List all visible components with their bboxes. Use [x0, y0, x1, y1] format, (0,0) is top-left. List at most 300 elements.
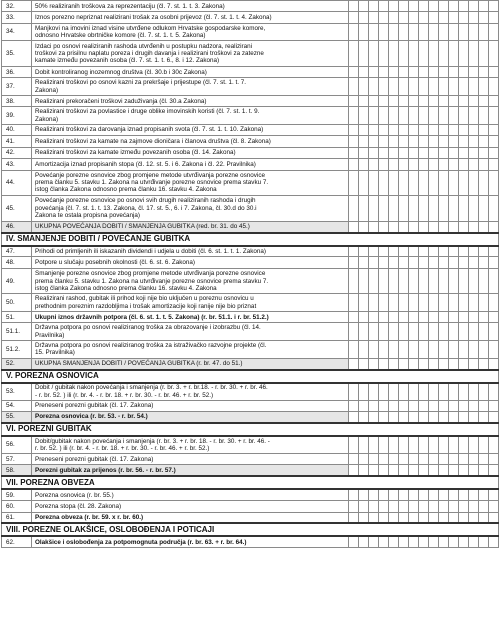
amount-digit-cell[interactable] — [369, 453, 379, 464]
amount-digit-cell[interactable] — [459, 170, 469, 196]
amount-digit-cell[interactable] — [479, 453, 489, 464]
amount-digit-cell[interactable] — [459, 41, 469, 67]
amount-digit-cell[interactable] — [459, 453, 469, 464]
amount-digit-cell[interactable] — [429, 312, 439, 323]
amount-digit-cell[interactable] — [419, 436, 429, 454]
amount-digit-cell[interactable] — [379, 323, 389, 341]
amount-digit-cell[interactable] — [419, 159, 429, 170]
amount-digit-cell[interactable] — [419, 107, 429, 125]
amount-digit-cell[interactable] — [469, 159, 479, 170]
amount-digit-cell[interactable] — [469, 257, 479, 268]
amount-digit-cell[interactable] — [399, 436, 409, 454]
amount-digit-cell[interactable] — [379, 124, 389, 135]
amount-digit-cell[interactable] — [489, 66, 499, 77]
amount-digit-cell[interactable] — [469, 221, 479, 232]
amount-digit-cell[interactable] — [439, 221, 449, 232]
amount-digit-cell[interactable] — [419, 383, 429, 401]
amount-digit-cell[interactable] — [459, 196, 469, 222]
amount-digit-cell[interactable] — [479, 268, 489, 294]
amount-digit-cell[interactable] — [459, 95, 469, 106]
amount-digit-cell[interactable] — [459, 489, 469, 500]
amount-digit-cell[interactable] — [379, 221, 389, 232]
amount-digit-cell[interactable] — [409, 268, 419, 294]
amount-digit-cell[interactable] — [439, 383, 449, 401]
amount-digit-cell[interactable] — [349, 268, 359, 294]
amount-digit-cell[interactable] — [349, 221, 359, 232]
amount-digit-cell[interactable] — [359, 147, 369, 158]
amount-digit-cell[interactable] — [359, 196, 369, 222]
amount-digit-cell[interactable] — [369, 124, 379, 135]
amount-digit-cell[interactable] — [489, 124, 499, 135]
amount-digit-cell[interactable] — [489, 489, 499, 500]
amount-digit-cell[interactable] — [459, 436, 469, 454]
amount-digit-cell[interactable] — [409, 536, 419, 547]
amount-digit-cell[interactable] — [449, 358, 459, 369]
amount-digit-cell[interactable] — [489, 41, 499, 67]
amount-digit-cell[interactable] — [459, 124, 469, 135]
amount-digit-cell[interactable] — [419, 136, 429, 147]
amount-digit-cell[interactable] — [359, 412, 369, 423]
amount-digit-cell[interactable] — [479, 107, 489, 125]
amount-digit-cell[interactable] — [439, 1, 449, 12]
amount-digit-cell[interactable] — [439, 107, 449, 125]
amount-digit-cell[interactable] — [489, 412, 499, 423]
amount-digit-cell[interactable] — [469, 489, 479, 500]
amount-digit-cell[interactable] — [429, 257, 439, 268]
amount-digit-cell[interactable] — [489, 323, 499, 341]
amount-digit-cell[interactable] — [379, 501, 389, 512]
amount-digit-cell[interactable] — [359, 341, 369, 359]
amount-digit-cell[interactable] — [449, 124, 459, 135]
amount-digit-cell[interactable] — [349, 412, 359, 423]
amount-digit-cell[interactable] — [459, 66, 469, 77]
amount-digit-cell[interactable] — [399, 294, 409, 312]
amount-digit-cell[interactable] — [379, 170, 389, 196]
amount-digit-cell[interactable] — [479, 341, 489, 359]
amount-digit-cell[interactable] — [409, 257, 419, 268]
amount-digit-cell[interactable] — [369, 246, 379, 257]
amount-digit-cell[interactable] — [359, 23, 369, 41]
amount-digit-cell[interactable] — [459, 78, 469, 96]
amount-digit-cell[interactable] — [389, 1, 399, 12]
amount-digit-cell[interactable] — [409, 312, 419, 323]
amount-digit-cell[interactable] — [469, 1, 479, 12]
amount-digit-cell[interactable] — [399, 512, 409, 523]
amount-digit-cell[interactable] — [419, 95, 429, 106]
amount-digit-cell[interactable] — [489, 12, 499, 23]
amount-digit-cell[interactable] — [419, 501, 429, 512]
amount-digit-cell[interactable] — [479, 383, 489, 401]
amount-digit-cell[interactable] — [489, 536, 499, 547]
amount-digit-cell[interactable] — [349, 257, 359, 268]
amount-digit-cell[interactable] — [459, 159, 469, 170]
amount-digit-cell[interactable] — [399, 312, 409, 323]
amount-digit-cell[interactable] — [469, 78, 479, 96]
amount-digit-cell[interactable] — [379, 294, 389, 312]
amount-digit-cell[interactable] — [479, 66, 489, 77]
amount-digit-cell[interactable] — [369, 512, 379, 523]
amount-digit-cell[interactable] — [419, 294, 429, 312]
amount-digit-cell[interactable] — [419, 489, 429, 500]
amount-digit-cell[interactable] — [469, 536, 479, 547]
amount-digit-cell[interactable] — [439, 268, 449, 294]
amount-digit-cell[interactable] — [399, 268, 409, 294]
amount-digit-cell[interactable] — [479, 12, 489, 23]
amount-digit-cell[interactable] — [359, 323, 369, 341]
amount-digit-cell[interactable] — [449, 95, 459, 106]
amount-digit-cell[interactable] — [349, 501, 359, 512]
amount-digit-cell[interactable] — [349, 358, 359, 369]
amount-digit-cell[interactable] — [469, 95, 479, 106]
amount-digit-cell[interactable] — [439, 412, 449, 423]
amount-digit-cell[interactable] — [379, 78, 389, 96]
amount-digit-cell[interactable] — [469, 312, 479, 323]
amount-digit-cell[interactable] — [359, 170, 369, 196]
amount-digit-cell[interactable] — [359, 489, 369, 500]
amount-digit-cell[interactable] — [439, 66, 449, 77]
amount-digit-cell[interactable] — [429, 12, 439, 23]
amount-digit-cell[interactable] — [369, 23, 379, 41]
amount-digit-cell[interactable] — [369, 323, 379, 341]
amount-digit-cell[interactable] — [399, 489, 409, 500]
amount-digit-cell[interactable] — [459, 536, 469, 547]
amount-digit-cell[interactable] — [349, 12, 359, 23]
amount-digit-cell[interactable] — [389, 66, 399, 77]
amount-digit-cell[interactable] — [489, 257, 499, 268]
amount-digit-cell[interactable] — [479, 136, 489, 147]
amount-digit-cell[interactable] — [449, 23, 459, 41]
amount-digit-cell[interactable] — [369, 294, 379, 312]
amount-digit-cell[interactable] — [409, 1, 419, 12]
amount-digit-cell[interactable] — [369, 41, 379, 67]
amount-digit-cell[interactable] — [359, 246, 369, 257]
amount-digit-cell[interactable] — [409, 453, 419, 464]
amount-digit-cell[interactable] — [359, 221, 369, 232]
amount-digit-cell[interactable] — [449, 436, 459, 454]
amount-digit-cell[interactable] — [359, 383, 369, 401]
amount-digit-cell[interactable] — [359, 312, 369, 323]
amount-digit-cell[interactable] — [439, 95, 449, 106]
amount-digit-cell[interactable] — [349, 124, 359, 135]
amount-digit-cell[interactable] — [469, 412, 479, 423]
amount-digit-cell[interactable] — [459, 323, 469, 341]
amount-digit-cell[interactable] — [449, 536, 459, 547]
amount-digit-cell[interactable] — [409, 436, 419, 454]
amount-digit-cell[interactable] — [429, 147, 439, 158]
amount-digit-cell[interactable] — [429, 512, 439, 523]
amount-digit-cell[interactable] — [349, 453, 359, 464]
amount-digit-cell[interactable] — [369, 136, 379, 147]
amount-digit-cell[interactable] — [479, 257, 489, 268]
amount-digit-cell[interactable] — [389, 323, 399, 341]
amount-digit-cell[interactable] — [429, 41, 439, 67]
amount-digit-cell[interactable] — [409, 147, 419, 158]
amount-digit-cell[interactable] — [419, 400, 429, 411]
amount-digit-cell[interactable] — [439, 512, 449, 523]
amount-digit-cell[interactable] — [399, 358, 409, 369]
amount-digit-cell[interactable] — [439, 294, 449, 312]
amount-digit-cell[interactable] — [449, 341, 459, 359]
amount-digit-cell[interactable] — [409, 341, 419, 359]
amount-digit-cell[interactable] — [379, 41, 389, 67]
amount-digit-cell[interactable] — [459, 268, 469, 294]
amount-digit-cell[interactable] — [479, 170, 489, 196]
amount-digit-cell[interactable] — [359, 107, 369, 125]
amount-digit-cell[interactable] — [349, 312, 359, 323]
amount-digit-cell[interactable] — [349, 66, 359, 77]
amount-digit-cell[interactable] — [439, 536, 449, 547]
amount-digit-cell[interactable] — [489, 107, 499, 125]
amount-digit-cell[interactable] — [379, 257, 389, 268]
amount-digit-cell[interactable] — [409, 400, 419, 411]
amount-digit-cell[interactable] — [469, 383, 479, 401]
amount-digit-cell[interactable] — [379, 196, 389, 222]
amount-digit-cell[interactable] — [449, 107, 459, 125]
amount-digit-cell[interactable] — [369, 341, 379, 359]
amount-digit-cell[interactable] — [359, 400, 369, 411]
amount-digit-cell[interactable] — [459, 107, 469, 125]
amount-digit-cell[interactable] — [489, 147, 499, 158]
amount-digit-cell[interactable] — [389, 23, 399, 41]
amount-digit-cell[interactable] — [409, 78, 419, 96]
amount-digit-cell[interactable] — [399, 501, 409, 512]
amount-digit-cell[interactable] — [399, 78, 409, 96]
amount-digit-cell[interactable] — [349, 400, 359, 411]
amount-digit-cell[interactable] — [359, 465, 369, 476]
amount-digit-cell[interactable] — [489, 512, 499, 523]
amount-digit-cell[interactable] — [349, 107, 359, 125]
amount-digit-cell[interactable] — [399, 196, 409, 222]
amount-digit-cell[interactable] — [469, 323, 479, 341]
amount-digit-cell[interactable] — [379, 147, 389, 158]
amount-digit-cell[interactable] — [359, 536, 369, 547]
amount-digit-cell[interactable] — [369, 383, 379, 401]
amount-digit-cell[interactable] — [399, 41, 409, 67]
amount-digit-cell[interactable] — [379, 246, 389, 257]
amount-digit-cell[interactable] — [469, 465, 479, 476]
amount-digit-cell[interactable] — [429, 294, 439, 312]
amount-digit-cell[interactable] — [439, 465, 449, 476]
amount-digit-cell[interactable] — [419, 196, 429, 222]
amount-digit-cell[interactable] — [419, 41, 429, 67]
amount-digit-cell[interactable] — [489, 221, 499, 232]
amount-digit-cell[interactable] — [369, 12, 379, 23]
amount-digit-cell[interactable] — [369, 196, 379, 222]
amount-digit-cell[interactable] — [469, 196, 479, 222]
amount-digit-cell[interactable] — [399, 453, 409, 464]
amount-digit-cell[interactable] — [369, 170, 379, 196]
amount-digit-cell[interactable] — [379, 512, 389, 523]
amount-digit-cell[interactable] — [479, 501, 489, 512]
amount-digit-cell[interactable] — [439, 170, 449, 196]
amount-digit-cell[interactable] — [479, 412, 489, 423]
amount-digit-cell[interactable] — [349, 196, 359, 222]
amount-digit-cell[interactable] — [369, 536, 379, 547]
amount-digit-cell[interactable] — [359, 436, 369, 454]
amount-digit-cell[interactable] — [449, 170, 459, 196]
amount-digit-cell[interactable] — [439, 257, 449, 268]
amount-digit-cell[interactable] — [449, 465, 459, 476]
amount-digit-cell[interactable] — [359, 294, 369, 312]
amount-digit-cell[interactable] — [349, 465, 359, 476]
amount-digit-cell[interactable] — [459, 465, 469, 476]
amount-digit-cell[interactable] — [429, 170, 439, 196]
amount-digit-cell[interactable] — [379, 107, 389, 125]
amount-digit-cell[interactable] — [369, 107, 379, 125]
amount-digit-cell[interactable] — [369, 400, 379, 411]
amount-digit-cell[interactable] — [439, 23, 449, 41]
amount-digit-cell[interactable] — [489, 78, 499, 96]
amount-digit-cell[interactable] — [389, 41, 399, 67]
amount-digit-cell[interactable] — [389, 358, 399, 369]
amount-digit-cell[interactable] — [469, 23, 479, 41]
amount-digit-cell[interactable] — [429, 400, 439, 411]
amount-digit-cell[interactable] — [449, 136, 459, 147]
amount-digit-cell[interactable] — [389, 341, 399, 359]
amount-digit-cell[interactable] — [399, 170, 409, 196]
amount-digit-cell[interactable] — [389, 170, 399, 196]
amount-digit-cell[interactable] — [489, 294, 499, 312]
amount-digit-cell[interactable] — [469, 358, 479, 369]
amount-digit-cell[interactable] — [489, 23, 499, 41]
amount-digit-cell[interactable] — [399, 221, 409, 232]
amount-digit-cell[interactable] — [349, 512, 359, 523]
amount-digit-cell[interactable] — [409, 196, 419, 222]
amount-digit-cell[interactable] — [479, 95, 489, 106]
amount-digit-cell[interactable] — [359, 453, 369, 464]
amount-digit-cell[interactable] — [369, 412, 379, 423]
amount-digit-cell[interactable] — [419, 78, 429, 96]
amount-digit-cell[interactable] — [379, 95, 389, 106]
amount-digit-cell[interactable] — [419, 221, 429, 232]
amount-digit-cell[interactable] — [359, 268, 369, 294]
amount-digit-cell[interactable] — [409, 489, 419, 500]
amount-digit-cell[interactable] — [429, 23, 439, 41]
amount-digit-cell[interactable] — [429, 536, 439, 547]
amount-digit-cell[interactable] — [449, 383, 459, 401]
amount-digit-cell[interactable] — [489, 436, 499, 454]
amount-digit-cell[interactable] — [469, 400, 479, 411]
amount-digit-cell[interactable] — [439, 12, 449, 23]
amount-digit-cell[interactable] — [429, 465, 439, 476]
amount-digit-cell[interactable] — [399, 107, 409, 125]
amount-digit-cell[interactable] — [429, 1, 439, 12]
amount-digit-cell[interactable] — [379, 268, 389, 294]
amount-digit-cell[interactable] — [439, 453, 449, 464]
amount-digit-cell[interactable] — [479, 124, 489, 135]
amount-digit-cell[interactable] — [369, 1, 379, 12]
amount-digit-cell[interactable] — [389, 196, 399, 222]
amount-digit-cell[interactable] — [439, 124, 449, 135]
amount-digit-cell[interactable] — [399, 12, 409, 23]
amount-digit-cell[interactable] — [449, 453, 459, 464]
amount-digit-cell[interactable] — [429, 95, 439, 106]
amount-digit-cell[interactable] — [389, 512, 399, 523]
amount-digit-cell[interactable] — [459, 23, 469, 41]
amount-digit-cell[interactable] — [419, 23, 429, 41]
amount-digit-cell[interactable] — [369, 489, 379, 500]
amount-digit-cell[interactable] — [489, 383, 499, 401]
amount-digit-cell[interactable] — [449, 312, 459, 323]
amount-digit-cell[interactable] — [469, 294, 479, 312]
amount-digit-cell[interactable] — [359, 159, 369, 170]
amount-digit-cell[interactable] — [469, 147, 479, 158]
amount-digit-cell[interactable] — [369, 312, 379, 323]
amount-digit-cell[interactable] — [489, 453, 499, 464]
amount-digit-cell[interactable] — [379, 12, 389, 23]
amount-digit-cell[interactable] — [439, 196, 449, 222]
amount-digit-cell[interactable] — [459, 400, 469, 411]
amount-digit-cell[interactable] — [399, 246, 409, 257]
amount-digit-cell[interactable] — [379, 489, 389, 500]
amount-digit-cell[interactable] — [379, 400, 389, 411]
amount-digit-cell[interactable] — [409, 465, 419, 476]
amount-digit-cell[interactable] — [459, 358, 469, 369]
amount-digit-cell[interactable] — [419, 312, 429, 323]
amount-digit-cell[interactable] — [359, 512, 369, 523]
amount-digit-cell[interactable] — [349, 41, 359, 67]
amount-digit-cell[interactable] — [449, 246, 459, 257]
amount-digit-cell[interactable] — [349, 436, 359, 454]
amount-digit-cell[interactable] — [459, 147, 469, 158]
amount-digit-cell[interactable] — [399, 95, 409, 106]
amount-digit-cell[interactable] — [369, 95, 379, 106]
amount-digit-cell[interactable] — [469, 136, 479, 147]
amount-digit-cell[interactable] — [469, 436, 479, 454]
amount-digit-cell[interactable] — [409, 95, 419, 106]
amount-digit-cell[interactable] — [479, 323, 489, 341]
amount-digit-cell[interactable] — [469, 170, 479, 196]
amount-digit-cell[interactable] — [479, 23, 489, 41]
amount-digit-cell[interactable] — [409, 124, 419, 135]
amount-digit-cell[interactable] — [399, 147, 409, 158]
amount-digit-cell[interactable] — [439, 78, 449, 96]
amount-digit-cell[interactable] — [479, 147, 489, 158]
amount-digit-cell[interactable] — [459, 1, 469, 12]
amount-digit-cell[interactable] — [389, 294, 399, 312]
amount-digit-cell[interactable] — [369, 78, 379, 96]
amount-digit-cell[interactable] — [419, 170, 429, 196]
amount-digit-cell[interactable] — [449, 78, 459, 96]
amount-digit-cell[interactable] — [399, 136, 409, 147]
amount-digit-cell[interactable] — [429, 221, 439, 232]
amount-digit-cell[interactable] — [399, 323, 409, 341]
amount-digit-cell[interactable] — [419, 453, 429, 464]
amount-digit-cell[interactable] — [439, 501, 449, 512]
amount-digit-cell[interactable] — [449, 221, 459, 232]
amount-digit-cell[interactable] — [479, 159, 489, 170]
amount-digit-cell[interactable] — [479, 78, 489, 96]
amount-digit-cell[interactable] — [359, 1, 369, 12]
amount-digit-cell[interactable] — [419, 268, 429, 294]
amount-digit-cell[interactable] — [469, 512, 479, 523]
amount-digit-cell[interactable] — [359, 95, 369, 106]
amount-digit-cell[interactable] — [449, 196, 459, 222]
amount-digit-cell[interactable] — [369, 147, 379, 158]
amount-digit-cell[interactable] — [449, 501, 459, 512]
amount-digit-cell[interactable] — [469, 66, 479, 77]
amount-digit-cell[interactable] — [409, 107, 419, 125]
amount-digit-cell[interactable] — [489, 358, 499, 369]
amount-digit-cell[interactable] — [419, 358, 429, 369]
amount-digit-cell[interactable] — [369, 436, 379, 454]
amount-digit-cell[interactable] — [469, 453, 479, 464]
amount-digit-cell[interactable] — [439, 159, 449, 170]
amount-digit-cell[interactable] — [389, 159, 399, 170]
amount-digit-cell[interactable] — [449, 512, 459, 523]
amount-digit-cell[interactable] — [419, 536, 429, 547]
amount-digit-cell[interactable] — [359, 501, 369, 512]
